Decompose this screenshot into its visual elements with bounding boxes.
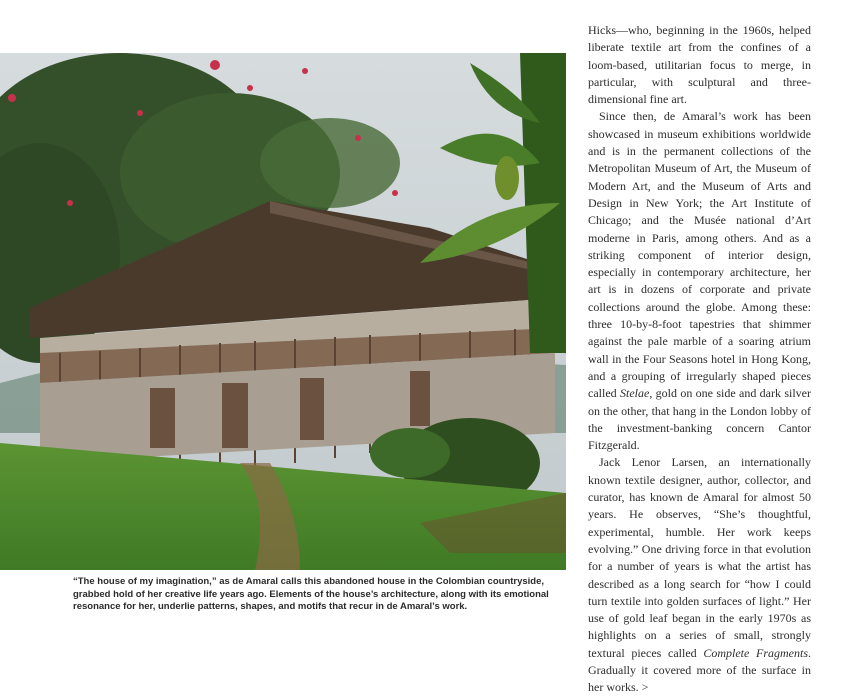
paragraph-3-text-a: Jack Lenor Larsen, an internationally known textile designer, author, collector, and curator, has known de Amaral for almost 50 years. He observes, “She’s thoughtful, experimental, humble. Her work keeps evolving.” One driving force in that evolution for a number of years is what the artist has described as a long search for “how I could turn textile into golden surfaces of light.” Her use of gold leaf began in the early 1970s as highlights on a series of small, strongly textural pieces called xyxy=(588,455,811,660)
house-photo xyxy=(0,53,566,570)
article-column xyxy=(588,22,811,697)
paragraph-3-text-b: . Gradually it covered more of the surface in her works. > xyxy=(588,645,811,695)
paragraph-1: Hicks—who, beginning in the 1960s, helped liberate textile art from the confines of a loom-based, utilitarian focus to merge, in particular, with sculptural and three-dimensional fine art. xyxy=(588,23,811,107)
paragraph-2-text-b: , gold on one side and dark silver on the other, that hang in the London lobby of the investment-banking concern Cantor Fitzgerald. xyxy=(588,386,811,453)
paragraph-2 xyxy=(588,108,811,454)
paragraph-2-text-a: Since then, de Amaral’s work has been showcased in museum exhibitions worldwide and is in the permanent collections of the Metropolitan Museum of Art, the Museum of Modern Art, and the Museum of Arts and Design in New York; the Art Institute of Chicago; and the Musée national d’Art moderne in Paris, among others. And as a striking component of interior design, especially in contemporary architecture, her art is in dozens of corporate and private collections around the globe. Among these: three 10-by-8-foot tapestries that shimmer against the pale marble of a soaring atrium wall in the Four Seasons hotel in Hong Kong, and a grouping of irregularly shaped pieces called xyxy=(588,109,811,401)
stelae-title: Stelae xyxy=(619,386,650,401)
paragraph-3 xyxy=(588,454,811,696)
complete-fragments-title: Complete Fragments xyxy=(703,645,808,660)
photo-caption: “The house of my imagination,” as de Amaral calls this abandoned house in the Colombian countryside, grabbed hold of her creative life years ago. Elements of the house’s architecture, along with its emotional resonance for her, underlie patterns, shapes, and motifs that recur in de Amaral’s work. xyxy=(73,576,549,612)
